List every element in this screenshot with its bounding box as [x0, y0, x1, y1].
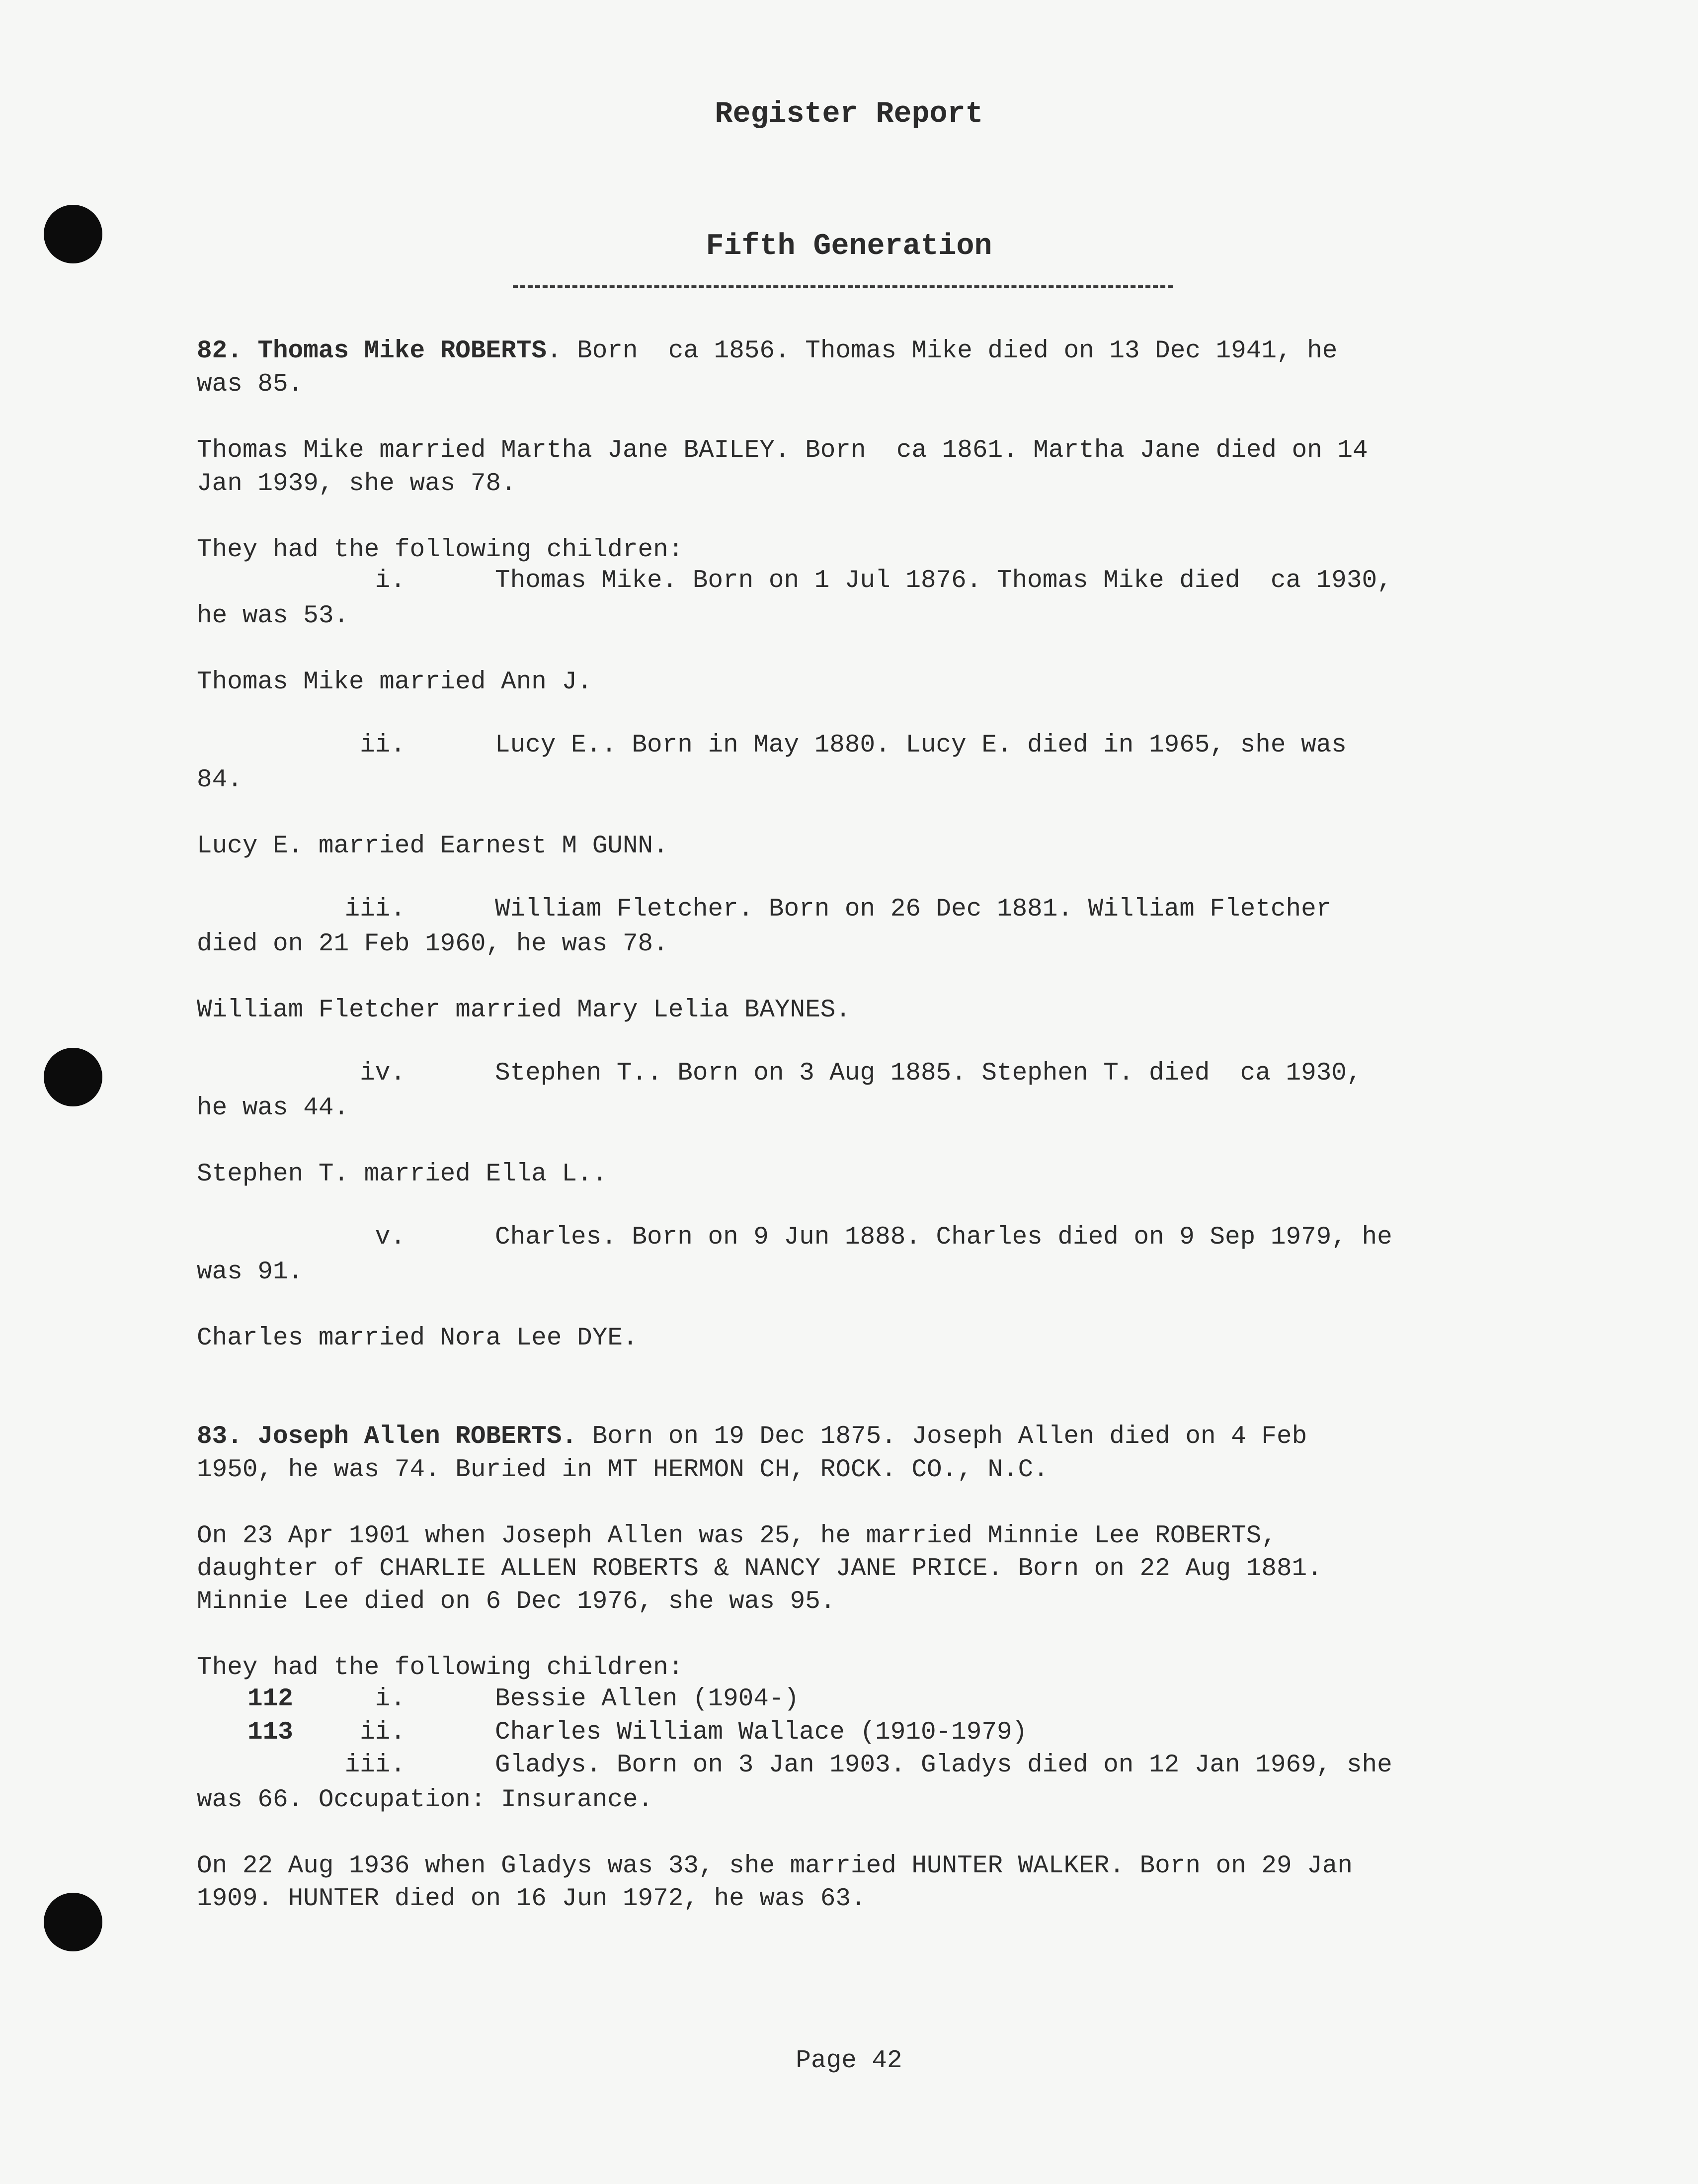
child-text-cont: was 91.: [197, 1258, 304, 1286]
child-text: Gladys. Born on 3 Jan 1903. Gladys died on 12 Jan 1969, she: [495, 1751, 1392, 1779]
entry-82-spouse-line2: Jan 1939, she was 78.: [197, 470, 516, 498]
entry-82-spouse-line1: Thomas Mike married Martha Jane BAILEY. Born ca 1861. Martha Jane died on 14: [197, 436, 1368, 465]
child-marriage: Charles married Nora Lee DYE.: [197, 1324, 638, 1352]
entry-83-name: Joseph Allen ROBERTS.: [257, 1423, 577, 1451]
page-number: Page 42: [796, 2047, 902, 2075]
heading-divider: [513, 285, 1173, 288]
entry-83-marriage-line1: On 23 Apr 1901 when Joseph Allen was 25, he married Minnie Lee ROBERTS,: [197, 1522, 1277, 1550]
child-text: William Fletcher. Born on 26 Dec 1881. William Fletcher: [495, 895, 1332, 924]
binder-hole-middle: [44, 1048, 102, 1106]
child-text: Thomas Mike. Born on 1 Jul 1876. Thomas Mike died ca 1930,: [495, 567, 1392, 595]
entry-83-line2: 1950, he was 74. Buried in MT HERMON CH, ROCK. CO., N.C.: [197, 1456, 1049, 1484]
binder-hole-bottom: [44, 1893, 102, 1951]
child-text: Charles. Born on 9 Jun 1888. Charles died on 9 Sep 1979, he: [495, 1223, 1392, 1252]
child-text-cont: he was 44.: [197, 1094, 349, 1122]
gladys-marriage-line2: 1909. HUNTER died on 16 Jun 1972, he was 63.: [197, 1885, 866, 1913]
child-ref-number: 113: [247, 1718, 293, 1747]
child-roman: i.: [375, 567, 405, 595]
child-marriage: William Fletcher married Mary Lelia BAYNES.: [197, 996, 851, 1024]
child-marriage: Thomas Mike married Ann J.: [197, 668, 592, 696]
entry-82-children-intro: They had the following children:: [197, 536, 684, 564]
generation-heading: Fifth Generation: [706, 230, 992, 263]
entry-83-line1: [197, 1421, 1307, 1453]
entry-82-line2: was 85.: [197, 370, 304, 399]
entry-83-children-intro: They had the following children:: [197, 1654, 684, 1682]
entry-83-marriage-line3: Minnie Lee died on 6 Dec 1976, she was 95.: [197, 1588, 836, 1616]
child-roman: iv.: [360, 1059, 405, 1088]
report-title: Register Report: [715, 97, 983, 131]
gladys-marriage-line1: On 22 Aug 1936 when Gladys was 33, she married HUNTER WALKER. Born on 29 Jan: [197, 1852, 1353, 1880]
child-marriage: Lucy E. married Earnest M GUNN.: [197, 832, 668, 860]
entry-82-number: 82.: [197, 337, 243, 365]
entry-83-number: 83.: [197, 1423, 243, 1451]
child-roman: ii.: [360, 1718, 405, 1747]
child-text: Charles William Wallace (1910-1979): [495, 1718, 1028, 1747]
entry-83-marriage-line2: daughter of CHARLIE ALLEN ROBERTS & NANCY JANE PRICE. Born on 22 Aug 1881.: [197, 1555, 1322, 1583]
child-text: Lucy E.. Born in May 1880. Lucy E. died in 1965, she was: [495, 731, 1347, 759]
entry-82-born: . Born ca 1856. Thomas Mike died on 13 Dec 1941, he: [546, 337, 1338, 365]
entry-83-born: Born on 19 Dec 1875. Joseph Allen died on 4 Feb: [577, 1423, 1307, 1451]
child-text-cont: died on 21 Feb 1960, he was 78.: [197, 930, 668, 958]
child-marriage: Stephen T. married Ella L..: [197, 1160, 608, 1188]
child-roman: v.: [375, 1223, 405, 1252]
child-text-cont: 84.: [197, 766, 243, 794]
child-text: Stephen T.. Born on 3 Aug 1885. Stephen T. died ca 1930,: [495, 1059, 1362, 1088]
entry-82-line1: [197, 335, 1337, 368]
child-text: Bessie Allen (1904-): [495, 1685, 800, 1713]
child-text-cont: was 66. Occupation: Insurance.: [197, 1786, 653, 1814]
child-roman: i.: [375, 1685, 405, 1713]
entry-82-name: Thomas Mike ROBERTS: [257, 337, 547, 365]
child-roman: iii.: [344, 895, 405, 924]
child-ref-number: 112: [247, 1685, 293, 1713]
child-text-cont: he was 53.: [197, 602, 349, 630]
child-roman: iii.: [344, 1751, 405, 1779]
child-roman: ii.: [360, 731, 405, 759]
